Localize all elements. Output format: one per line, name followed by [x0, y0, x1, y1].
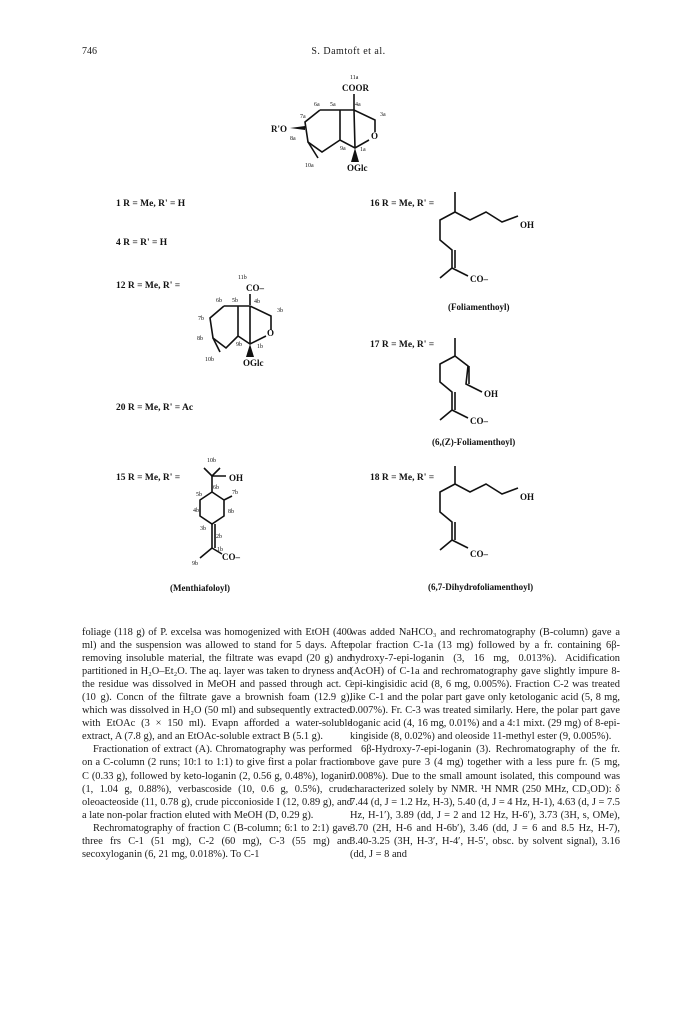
atom-8a: 8a: [290, 136, 296, 142]
atom-7b-15: 7b: [232, 490, 238, 496]
compound-4-label: 4 R = R' = H: [116, 238, 168, 248]
atom-9b: 9b: [236, 342, 242, 348]
atom-11b: 11b: [238, 275, 247, 281]
running-head: S. Damtoft et al.: [311, 46, 386, 57]
paragraph: 6β-Hydroxy-7-epi-loganin (3). Rechromatography of the fr. above gave pure 3 (4 mg) together with a less pure fr. (5 mg, 0.008%). Due to the small amount isolated, this compound was characterized solely by NMR. ¹H NMR (250 MHz, CD₃OD): δ 7.44 (d, J = 1.2 Hz, H-3), 5.40 (d, J = 4 Hz, H-1), 4.63 (d, J = 7.5 Hz, H-1′), 3.89 (dd, J = 2 and 12 Hz, H-6′), 3.73 (3H, s, OMe), 3.70 (2H, H-6 and H-6b′), 3.46 (dd, J = 6 and 8.5 Hz, H-7), 3.40-3.25 (3H, H-3′, H-4′, H-5′, obsc. by solvent signal), 3.16 (dd, J = 8 and: [350, 744, 620, 860]
compound-18-label: 18 R = Me, R' =: [370, 473, 435, 483]
caption-foliamenthoyl: (Foliamenthoyl): [448, 302, 510, 312]
atom-oglc-12: OGlc: [243, 358, 264, 368]
caption-dihydrofoliamenthoyl: (6,7-Dihydrofoliamenthoyl): [428, 582, 534, 592]
compound-16-label: 16 R = Me, R' =: [370, 199, 435, 209]
atom-o-12: O: [267, 328, 275, 338]
atom-3a: 3a: [380, 112, 386, 118]
atom-4a: 4a: [355, 102, 361, 108]
body-column-left: [82, 626, 352, 861]
substituent-12: [197, 275, 283, 368]
compound-12-label: 12 R = Me, R' =: [116, 281, 181, 291]
oh-18: OH: [520, 492, 535, 502]
substituent-15: [192, 458, 243, 567]
atom-9a: 9a: [340, 146, 346, 152]
atom-6b-15: 6b: [213, 485, 219, 491]
compound-1-label: 1 R = Me, R' = H: [116, 199, 186, 209]
atom-o-ring: O: [371, 131, 379, 141]
substituent-18: [440, 466, 534, 559]
atom-4b: 4b: [254, 299, 260, 305]
atom-oh-15: OH: [229, 473, 244, 483]
atom-7a: 7a: [300, 114, 306, 120]
paragraph: Fractionation of extract (A). Chromatography was performed on a C-column (2 runs; 10:1 to 1:1) to give first a polar fraction C (0.33 g), followed by keto-loganin (2, 0.56 g, 0.48%), loganin (1, 1.04 g, 0.88%), verbascoside (10, 0.6 g, 0.5%), crude oleoacteoside (11, 0.78 g), crude picconioside I (12, 0.89 g), and a late non-polar fraction eluted with MeOH (D, 0.29 g).: [82, 744, 352, 821]
caption-6z-foliamenthoyl: (6,(Z)-Foliamenthoyl): [432, 437, 516, 447]
compound-17-label: 17 R = Me, R' =: [370, 340, 435, 350]
substituent-17: [440, 338, 498, 426]
page-number: 746: [82, 46, 97, 57]
co-16: CO–: [470, 274, 488, 284]
oh-17: OH: [484, 389, 499, 399]
atom-co-15: CO–: [222, 552, 240, 562]
atom-3b-15: 3b: [200, 526, 206, 532]
atom-6a: 6a: [314, 102, 320, 108]
compound-15-label: 15 R = Me, R' =: [116, 473, 181, 483]
atom-coor: COOR: [342, 83, 369, 93]
atom-oglc: OGlc: [347, 163, 368, 173]
atom-8b-15: 8b: [228, 509, 234, 515]
atom-4b-15: 4b: [193, 508, 199, 514]
core-structure: [271, 75, 386, 173]
oh-16: OH: [520, 220, 535, 230]
atom-1a: 1a: [360, 147, 366, 153]
atom-6b: 6b: [216, 298, 222, 304]
paragraph: foliage (118 g) of P. excelsa was homogenized with EtOH (400 ml) and the suspension was allowed to stand for 5 days. After removing insoluble material, the filtrate was evapd (20 g) and partitioned in H₂O–Et₂O. The aq. layer was taken to dryness and the residue was dissolved in MeOH and passed through act. C (10 g). Concn of the filtrate gave a brownish foam (12.9 g), which was dissolved in H₂O (50 ml) and subsequently extracted with EtOAc (3 × 150 ml). Evapn afforded a water-soluble extract, A (7.8 g), and an EtOAc-soluble extract B (5.1 g).: [82, 627, 352, 743]
atom-co-12: CO–: [246, 283, 264, 293]
atom-11a: 11a: [350, 75, 359, 81]
atom-10a: 10a: [305, 163, 314, 169]
co-17: CO–: [470, 416, 488, 426]
atom-5b: 5b: [232, 298, 238, 304]
paragraph: Rechromatography of fraction C (B-column; 6:1 to 2:1) gave three frs C-1 (51 mg), C-2 (60 mg), C-3 (55 mg) and secoxyloganin (6, 21 mg, 0.018%). To C-1: [82, 822, 352, 860]
body-column-right: [350, 626, 620, 861]
atom-3b: 3b: [277, 308, 283, 314]
atom-5a: 5a: [330, 102, 336, 108]
substituent-16: [440, 192, 534, 284]
atom-7b: 7b: [198, 316, 204, 322]
paragraph: was added NaHCO₃ and rechromatography (B-column) gave a polar fraction C-1a (13 mg) followed by a fr. containing 6β-hydroxy-7-epi-loganin (3, 16 mg, 0.013%). Acidification (AcOH) of C-1a and rechromatography gave slightly impure 8-epi-kingisidic acid (8, 6 mg, 0.005%). Fraction C-2 was treated like C-1 and the polar part gave only ketologanic acid (5, 8 mg, 0.007%). Fr. C-3 was treated similarly. Here, the polar part gave loganic acid (4, 16 mg, 0.01%) and a 4:1 mixt. (29 mg) of 8-epi-kingiside (8, 0.02%) and oleoside 11-methyl ester (9, 0.005%).: [350, 627, 620, 743]
co-18: CO–: [470, 549, 488, 559]
atom-5b-15: 5b: [196, 492, 202, 498]
atom-9b-15: 9b: [192, 561, 198, 567]
atom-8b: 8b: [197, 336, 203, 342]
atom-10b-15: 10b: [207, 458, 216, 464]
atom-r-prime-o: R'O: [271, 124, 288, 134]
atom-1b-15: 1b: [217, 547, 223, 553]
atom-1b: 1b: [257, 344, 263, 350]
caption-menthiafoloyl: (Menthiafoloyl): [170, 583, 230, 593]
atom-2b-15: 2b: [216, 534, 222, 540]
compound-20-label: 20 R = Me, R' = Ac: [116, 403, 194, 413]
atom-10b: 10b: [205, 357, 214, 363]
